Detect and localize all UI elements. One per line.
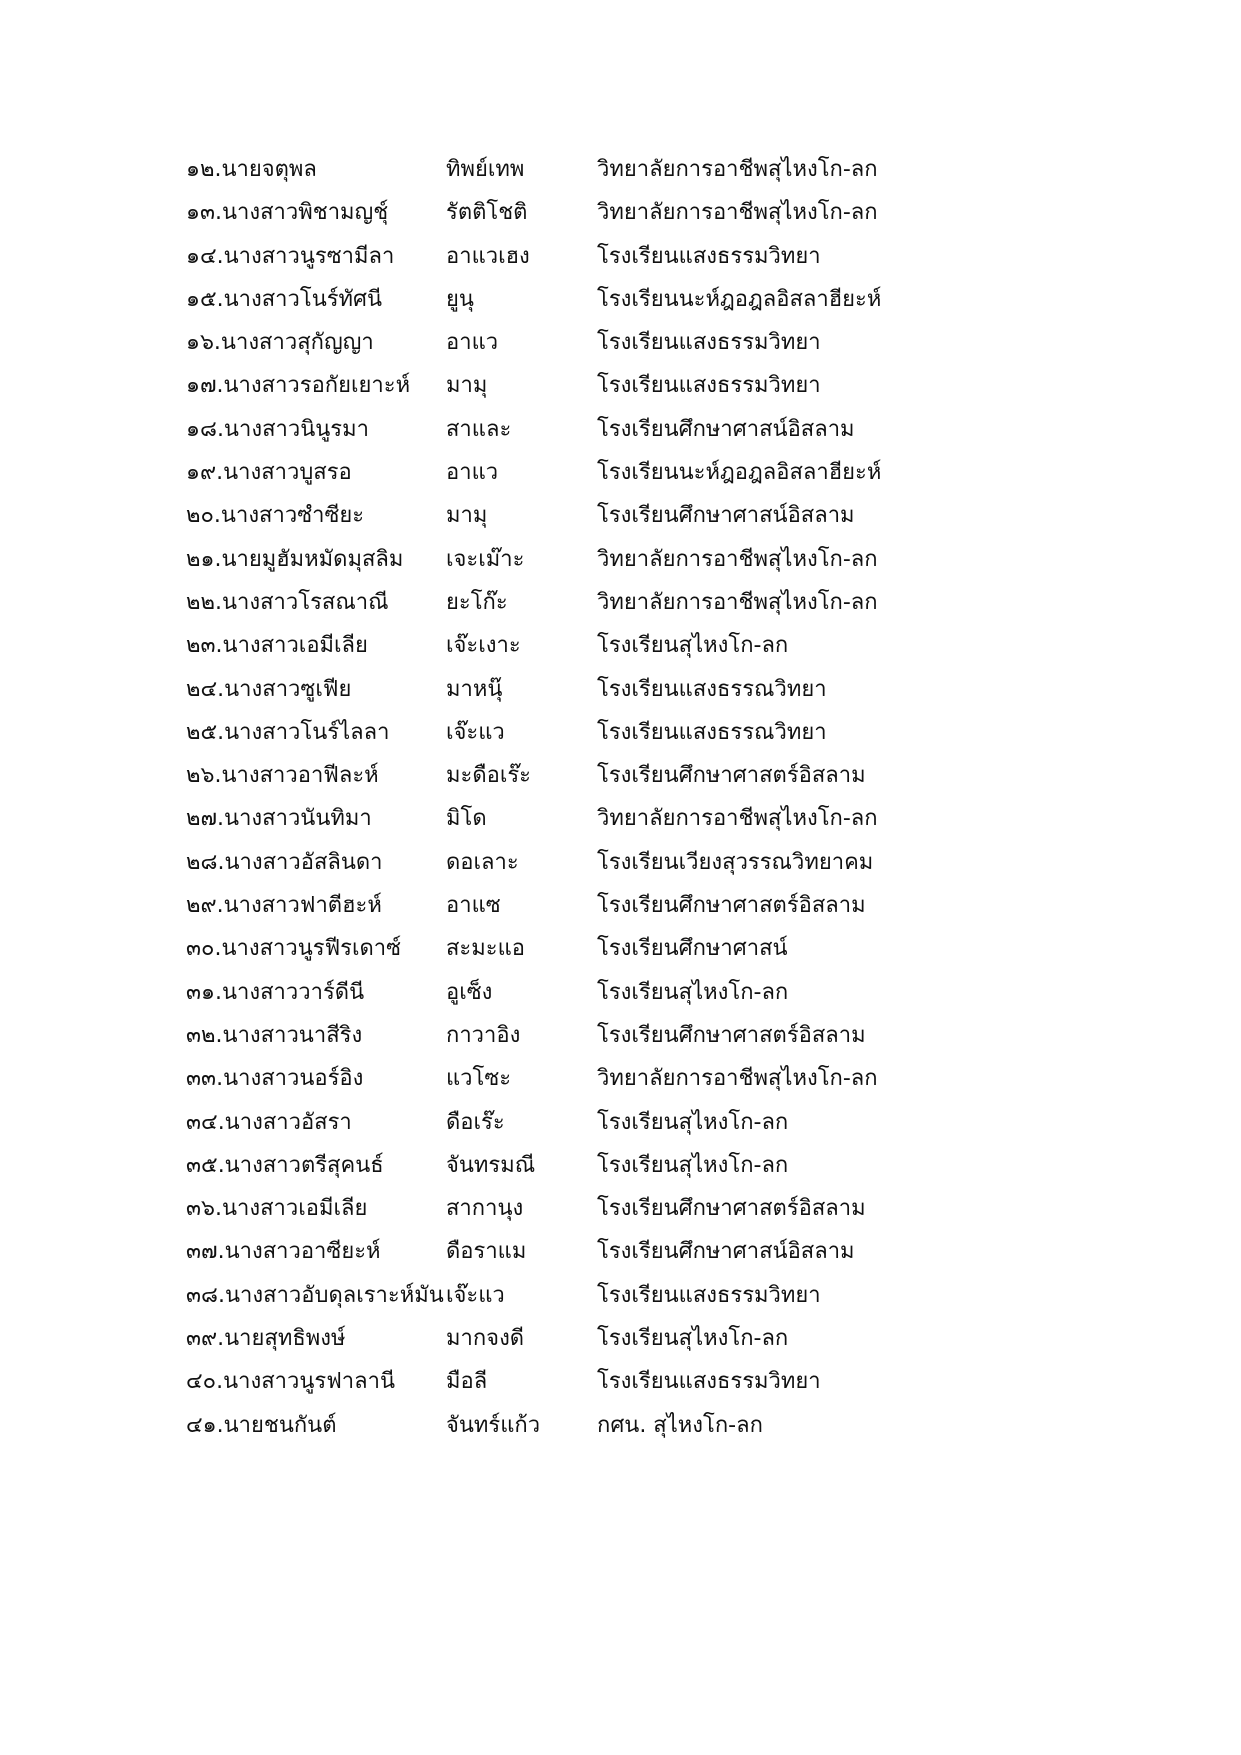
participant-surname: กาวาอิง xyxy=(446,1022,521,1048)
list-item xyxy=(186,191,1086,234)
participant-name: ๒๘.นางสาวอัสลินดา xyxy=(186,849,383,875)
participant-name: ๒๖.นางสาวอาฟีละห์ xyxy=(186,763,379,789)
participant-surname: มะดือเร๊ะ xyxy=(446,763,531,789)
participant-school: โรงเรียนแสงธรรมวิทยา xyxy=(597,243,821,269)
participant-surname: มามุ xyxy=(446,503,488,529)
participant-school: โรงเรียนสุไหงโก-ลก xyxy=(597,1152,789,1178)
participant-school: โรงเรียนแสงธรรมวิทยา xyxy=(597,330,821,356)
participant-name: ๑๘.นางสาวนินูรมา xyxy=(186,416,369,442)
participant-school: โรงเรียนศึกษาศาสตร์อิสลาม xyxy=(597,1022,866,1048)
participant-name: ๑๓.นางสาวพิชามญชุ์ xyxy=(186,200,389,226)
participant-name: ๔๐.นางสาวนูรฟาลานี xyxy=(186,1369,395,1395)
list-item xyxy=(186,538,1086,581)
participant-surname: ดอเลาะ xyxy=(446,849,519,875)
participant-school: วิทยาลัยการอาชีพสุไหงโก-ลก xyxy=(597,546,878,572)
list-item xyxy=(186,1274,1086,1317)
participant-name: ๓๓.นางสาวนอร์อิง xyxy=(186,1066,364,1092)
list-item xyxy=(186,754,1086,797)
list-item xyxy=(186,797,1086,840)
list-item xyxy=(186,408,1086,451)
participant-name: ๓๒.นางสาวนาสีริง xyxy=(186,1022,363,1048)
participant-school: วิทยาลัยการอาชีพสุไหงโก-ลก xyxy=(597,589,878,615)
participant-name: ๒๑.นายมูฮัมหมัดมุสลิม xyxy=(186,546,404,572)
participant-surname: ยูนุ xyxy=(446,286,474,312)
list-item xyxy=(186,148,1086,191)
participant-name: ๓๑.นางสาววาร์ดีนี xyxy=(186,979,365,1005)
list-item xyxy=(186,1101,1086,1144)
participant-name: ๓๘.นางสาวอับดุลเราะห์มัน xyxy=(186,1282,444,1308)
participant-name: ๒๕.นางสาวโนร์ไลลา xyxy=(186,719,390,745)
list-item xyxy=(186,321,1086,364)
participant-name: ๑๙.นางสาวบูสรอ xyxy=(186,460,352,486)
participant-name: ๓๖.นางสาวเอมีเลีย xyxy=(186,1196,368,1222)
participant-surname: อาแวเฮง xyxy=(446,243,530,269)
participant-surname: รัตติโชติ xyxy=(446,200,528,226)
participant-name: ๒๒.นางสาวโรสณาณี xyxy=(186,589,389,615)
list-item xyxy=(186,278,1086,321)
participant-school: วิทยาลัยการอาชีพสุไหงโก-ลก xyxy=(597,806,878,832)
participant-surname: มาหนุ๊ xyxy=(446,676,503,702)
participant-surname: ดือราแม xyxy=(446,1239,527,1265)
participant-school: โรงเรียนนะห์ฎอฎลอิสลาฮียะห์ xyxy=(597,460,882,486)
participant-surname: เจะเม๊าะ xyxy=(446,546,525,572)
participant-school: วิทยาลัยการอาชีพสุไหงโก-ลก xyxy=(597,1066,878,1092)
participant-surname: เจ๊ะเงาะ xyxy=(446,633,521,659)
list-item xyxy=(186,1360,1086,1403)
list-item xyxy=(186,927,1086,970)
participant-school: วิทยาลัยการอาชีพสุไหงโก-ลก xyxy=(597,157,878,182)
participant-list xyxy=(186,148,1086,1447)
participant-school: โรงเรียนศึกษาศาสตร์อิสลาม xyxy=(597,1196,866,1222)
participant-surname: จันทรมณี xyxy=(446,1152,536,1178)
participant-surname: เจ๊ะแว xyxy=(446,1282,505,1308)
list-item xyxy=(186,668,1086,711)
participant-school: โรงเรียนแสงธรรมวิทยา xyxy=(597,1282,821,1308)
participant-school: โรงเรียนศึกษาศาสน์อิสลาม xyxy=(597,1239,855,1265)
participant-surname: ยะโก๊ะ xyxy=(446,589,508,615)
list-item xyxy=(186,1404,1086,1447)
list-item xyxy=(186,581,1086,624)
list-item xyxy=(186,1057,1086,1100)
participant-school: โรงเรียนศึกษาศาสตร์อิสลาม xyxy=(597,763,866,789)
list-item xyxy=(186,711,1086,754)
participant-school: วิทยาลัยการอาชีพสุไหงโก-ลก xyxy=(597,200,878,226)
participant-school: โรงเรียนศึกษาศาสน์อิสลาม xyxy=(597,503,855,529)
participant-name: ๑๗.นางสาวรอกัยเยาะห์ xyxy=(186,373,411,399)
participant-surname: อาแว xyxy=(446,330,499,356)
list-item xyxy=(186,1014,1086,1057)
participant-name: ๒๗.นางสาวนันทิมา xyxy=(186,806,372,832)
list-item xyxy=(186,1144,1086,1187)
participant-name: ๑๕.นางสาวโนร์ทัศนี xyxy=(186,286,383,312)
participant-name: ๑๖.นางสาวสุกัญญา xyxy=(186,330,374,356)
participant-name: ๒๐.นางสาวซำซียะ xyxy=(186,503,365,529)
list-item xyxy=(186,1230,1086,1273)
participant-surname: ทิพย์เทพ xyxy=(446,157,525,182)
list-item xyxy=(186,971,1086,1014)
participant-school: โรงเรียนแสงธรรมวิทยา xyxy=(597,373,821,399)
participant-name: ๒๙.นางสาวฟาตีฮะห์ xyxy=(186,893,382,919)
participant-school: โรงเรียนศึกษาศาสน์ xyxy=(597,936,788,962)
participant-surname: สาและ xyxy=(446,416,512,442)
participant-name: ๒๔.นางสาวซูเฟีย xyxy=(186,676,352,702)
participant-name: ๒๓.นางสาวเอมีเลีย xyxy=(186,633,368,659)
participant-school: โรงเรียนสุไหงโก-ลก xyxy=(597,633,789,659)
list-item xyxy=(186,884,1086,927)
participant-school: โรงเรียนนะห์ฎอฎลอิสลาฮียะห์ xyxy=(597,286,882,312)
list-item xyxy=(186,364,1086,407)
participant-school: โรงเรียนสุไหงโก-ลก xyxy=(597,1326,789,1352)
participant-surname: มามุ xyxy=(446,373,488,399)
participant-surname: มากจงดี xyxy=(446,1326,525,1352)
participant-school: โรงเรียนแสงธรรณวิทยา xyxy=(597,676,827,702)
participant-surname: อาแซ xyxy=(446,893,501,919)
participant-name: ๑๒.นายจตุพล xyxy=(186,157,317,182)
participant-school: โรงเรียนสุไหงโก-ลก xyxy=(597,979,789,1005)
participant-name: ๓๔.นางสาวอัสรา xyxy=(186,1109,352,1135)
participant-name: ๓๗.นางสาวอาซียะห์ xyxy=(186,1239,381,1265)
participant-name: ๓๙.นายสุทธิพงษ์ xyxy=(186,1326,346,1352)
participant-school: โรงเรียนแสงธรรมวิทยา xyxy=(597,1369,821,1395)
participant-surname: สะมะแอ xyxy=(446,936,525,962)
list-item xyxy=(186,1187,1086,1230)
participant-surname: จันทร์แก้ว xyxy=(446,1412,541,1438)
participant-surname: มือลี xyxy=(446,1369,488,1395)
participant-school: โรงเรียนเวียงสุวรรณวิทยาคม xyxy=(597,849,874,875)
participant-surname: เจ๊ะแว xyxy=(446,719,505,745)
participant-surname: ดือเร๊ะ xyxy=(446,1109,505,1135)
participant-school: โรงเรียนสุไหงโก-ลก xyxy=(597,1109,789,1135)
participant-surname: แวโซะ xyxy=(446,1066,512,1092)
list-item xyxy=(186,494,1086,537)
participant-surname: มิโด xyxy=(446,806,487,832)
participant-surname: สากานุง xyxy=(446,1196,524,1222)
participant-surname: อาแว xyxy=(446,460,499,486)
participant-school: โรงเรียนแสงธรรณวิทยา xyxy=(597,719,827,745)
participant-school: โรงเรียนศึกษาศาสน์อิสลาม xyxy=(597,416,855,442)
list-item xyxy=(186,841,1086,884)
participant-surname: อูเซ็ง xyxy=(446,979,493,1005)
participant-school: โรงเรียนศึกษาศาสตร์อิสลาม xyxy=(597,893,866,919)
participant-name: ๔๑.นายชนกันต์ xyxy=(186,1412,337,1438)
participant-name: ๓๕.นางสาวตรีสุคนธ์ xyxy=(186,1152,384,1178)
participant-name: ๓๐.นางสาวนูรฟีรเดาซ์ xyxy=(186,936,402,962)
list-item xyxy=(186,1317,1086,1360)
participant-school: กศน. สุไหงโก-ลก xyxy=(597,1412,763,1438)
participant-name: ๑๔.นางสาวนูรซามีลา xyxy=(186,243,395,269)
list-item xyxy=(186,235,1086,278)
list-item xyxy=(186,624,1086,667)
list-item xyxy=(186,451,1086,494)
